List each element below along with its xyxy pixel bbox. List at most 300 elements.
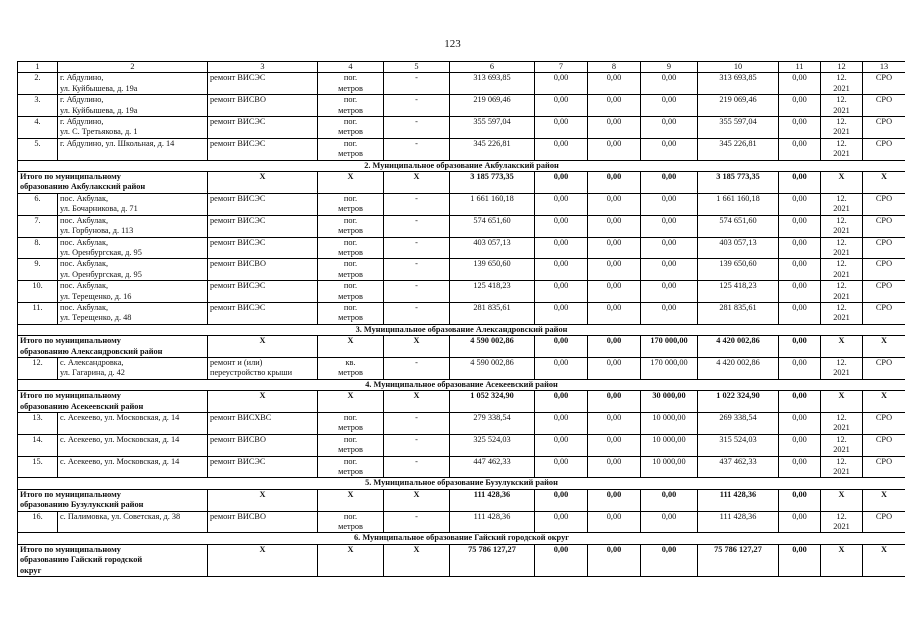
cell-col5: - (384, 237, 450, 259)
cell-col13: СРО (863, 434, 905, 456)
work-type-cell (208, 138, 318, 160)
address-cell-line: ул. Терещенко, д. 48 (60, 313, 132, 323)
cell-col9: 10 000,00 (641, 434, 698, 456)
cell-col10: 345 226,81 (698, 138, 779, 160)
cell-col5: Х (384, 172, 450, 194)
cell-col6: 1 052 324,90 (450, 391, 535, 413)
work-type-cell (208, 73, 318, 95)
deadline-cell-line: 2021 (833, 467, 850, 477)
unit-cell (318, 281, 384, 303)
deadline-cell-line: 2021 (833, 149, 850, 159)
unit-cell (318, 357, 384, 379)
cell-col7: 0,00 (535, 544, 588, 576)
table-row (18, 281, 905, 303)
cell-col11: 0,00 (779, 357, 821, 379)
subtotal-label (18, 172, 208, 194)
cell-col5: - (384, 511, 450, 533)
unit-cell-line: пог. (343, 511, 358, 521)
cell-col9: 170 000,00 (641, 336, 698, 358)
deadline-cell-line: 12. (836, 281, 847, 291)
col-header: 2 (58, 62, 208, 73)
section-header-row (18, 533, 905, 544)
cell-col13: Х (863, 336, 905, 358)
address-cell-line: пос. Акбулак, (60, 302, 109, 312)
section-header-row (18, 324, 905, 335)
cell-col8: 0,00 (588, 172, 641, 194)
deadline-cell-line: 2021 (833, 291, 850, 301)
cell-col10: 1 661 160,18 (698, 193, 779, 215)
cell-col7: 0,00 (535, 73, 588, 95)
subtotal-label-line: Итого по муниципальному (20, 391, 121, 401)
table-row (18, 302, 905, 324)
unit-cell (318, 456, 384, 478)
cell-col9: 10 000,00 (641, 413, 698, 435)
work-type-cell (208, 434, 318, 456)
col-header: 8 (588, 62, 641, 73)
subtotal-row (18, 489, 905, 511)
cell-col3: Х (208, 391, 318, 413)
cell-col4: Х (318, 336, 384, 358)
cell-col7: 0,00 (535, 391, 588, 413)
cell-col10: 574 651,60 (698, 215, 779, 237)
cell-col8: 0,00 (588, 302, 641, 324)
cell-col7: 0,00 (535, 95, 588, 117)
cell-col11: 0,00 (779, 259, 821, 281)
table-row (18, 215, 905, 237)
work-type-cell (208, 117, 318, 139)
cell-col9: 0,00 (641, 73, 698, 95)
address-cell-line: ул. Горбунова, д. 113 (60, 226, 134, 236)
cell-col10: 139 650,60 (698, 259, 779, 281)
cell-col10: 3 185 773,35 (698, 172, 779, 194)
cell-col11: 0,00 (779, 302, 821, 324)
section-title: 5. Муниципальное образование Бузулукский район (18, 478, 905, 489)
unit-cell (318, 73, 384, 95)
unit-cell (318, 302, 384, 324)
unit-cell (318, 259, 384, 281)
col-header: 3 (208, 62, 318, 73)
cell-col8: 0,00 (588, 117, 641, 139)
cell-col5: - (384, 73, 450, 95)
unit-cell-line: пог. (343, 73, 358, 83)
section-title: 6. Муниципальное образование Гайский городской округ (18, 533, 905, 544)
unit-cell-line: кв. (345, 357, 356, 367)
address-cell-line: ул. Куйбышева, д. 19а (60, 83, 138, 93)
cell-col5: Х (384, 489, 450, 511)
subtotal-label-line: округ (20, 565, 42, 575)
cell-col7: 0,00 (535, 193, 588, 215)
cell-col12: Х (821, 489, 863, 511)
cell-col4: Х (318, 544, 384, 576)
cell-col10: 111 428,36 (698, 489, 779, 511)
row-number: 15. (18, 456, 58, 478)
deadline-cell (821, 413, 863, 435)
subtotal-label-line: образованию Асекеевский район (20, 401, 144, 411)
cell-col13: СРО (863, 215, 905, 237)
work-type-cell-line: ремонт ВИСЭС (210, 73, 266, 83)
unit-cell-line: метров (338, 105, 363, 115)
subtotal-label-line: образованию Александровский район (20, 346, 163, 356)
cell-col8: 0,00 (588, 456, 641, 478)
work-type-cell-line: ремонт ВИСВО (210, 511, 266, 521)
subtotal-label (18, 391, 208, 413)
cell-col10: 75 786 127,27 (698, 544, 779, 576)
address-cell-line: ул. Куйбышева, д. 19а (60, 105, 138, 115)
table-row (18, 95, 905, 117)
cell-col11: 0,00 (779, 391, 821, 413)
cell-col9: 0,00 (641, 117, 698, 139)
cell-col10: 437 462,33 (698, 456, 779, 478)
cell-col7: 0,00 (535, 117, 588, 139)
col-header: 7 (535, 62, 588, 73)
section-title: 2. Муниципальное образование Акбулакский район (18, 160, 905, 171)
cell-col8: 0,00 (588, 73, 641, 95)
address-cell (58, 215, 208, 237)
deadline-cell-line: 2021 (833, 127, 850, 137)
cell-col9: 0,00 (641, 259, 698, 281)
cell-col13: СРО (863, 456, 905, 478)
row-number: 4. (18, 117, 58, 139)
unit-cell-line: метров (338, 291, 363, 301)
cell-col5: - (384, 302, 450, 324)
address-cell (58, 95, 208, 117)
cell-col10: 355 597,04 (698, 117, 779, 139)
deadline-cell (821, 302, 863, 324)
cell-col11: 0,00 (779, 138, 821, 160)
unit-cell-line: пог. (343, 302, 358, 312)
cell-col3: Х (208, 489, 318, 511)
deadline-cell-line: 2021 (833, 269, 850, 279)
deadline-cell (821, 456, 863, 478)
col-header: 9 (641, 62, 698, 73)
cost-cell: 279 338,54 (450, 413, 535, 435)
unit-cell (318, 434, 384, 456)
cell-col7: 0,00 (535, 434, 588, 456)
address-cell-line: г. Абдулино, ул. Школьная, д. 14 (60, 138, 175, 148)
deadline-cell (821, 434, 863, 456)
cost-cell: 125 418,23 (450, 281, 535, 303)
cell-col8: 0,00 (588, 434, 641, 456)
unit-cell (318, 215, 384, 237)
address-cell (58, 117, 208, 139)
deadline-cell-line: 12. (836, 237, 847, 247)
cell-col5: - (384, 413, 450, 435)
cell-col9: 0,00 (641, 281, 698, 303)
work-type-cell-line: ремонт ВИСХВС (210, 413, 272, 422)
cell-col6: 3 185 773,35 (450, 172, 535, 194)
section-title: 4. Муниципальное образование Асекеевский район (18, 379, 905, 390)
cell-col13: СРО (863, 193, 905, 215)
cell-col11: 0,00 (779, 336, 821, 358)
deadline-cell (821, 117, 863, 139)
cell-col7: 0,00 (535, 215, 588, 237)
cell-col13: СРО (863, 237, 905, 259)
cell-col5: - (384, 215, 450, 237)
cell-col13: СРО (863, 117, 905, 139)
cell-col10: 4 420 002,86 (698, 357, 779, 379)
unit-cell-line: метров (338, 226, 363, 236)
work-type-cell (208, 357, 318, 379)
cell-col8: 0,00 (588, 138, 641, 160)
col-header: 5 (384, 62, 450, 73)
address-cell (58, 73, 208, 95)
unit-cell (318, 237, 384, 259)
cell-col9: 0,00 (641, 237, 698, 259)
unit-cell-line: пог. (343, 237, 358, 247)
deadline-cell (821, 259, 863, 281)
deadline-cell-line: 2021 (833, 368, 850, 378)
cell-col9: 170 000,00 (641, 357, 698, 379)
subtotal-label-line: образованию Акбулакский район (20, 182, 146, 192)
address-cell (58, 302, 208, 324)
cell-col8: 0,00 (588, 489, 641, 511)
cell-col10: 1 022 324,90 (698, 391, 779, 413)
work-type-cell-line: ремонт ВИСЭС (210, 302, 266, 312)
cell-col13: Х (863, 391, 905, 413)
address-cell-line: с. Палимовка, ул. Советская, д. 38 (60, 511, 181, 521)
cell-col7: 0,00 (535, 336, 588, 358)
cell-col9: 0,00 (641, 215, 698, 237)
cost-cell: 325 524,03 (450, 434, 535, 456)
col-header: 13 (863, 62, 905, 73)
row-number: 6. (18, 193, 58, 215)
page-number: 123 (444, 38, 461, 50)
cell-col9: 0,00 (641, 544, 698, 576)
cell-col8: 0,00 (588, 511, 641, 533)
cell-col5: - (384, 117, 450, 139)
subtotal-row (18, 172, 905, 194)
unit-cell-line: метров (338, 247, 363, 257)
unit-cell-line: пог. (343, 193, 358, 203)
address-cell (58, 413, 208, 435)
cell-col6: 4 590 002,86 (450, 336, 535, 358)
address-cell-line: ул. Оренбургская, д. 95 (60, 269, 142, 279)
work-type-cell (208, 215, 318, 237)
row-number: 14. (18, 434, 58, 456)
row-number: 2. (18, 73, 58, 95)
deadline-cell-line: 12. (836, 215, 847, 225)
col-header: 6 (450, 62, 535, 73)
table-row (18, 456, 905, 478)
address-cell-line: ул. Бочарникова, д. 71 (60, 204, 138, 214)
unit-cell (318, 117, 384, 139)
cell-col8: 0,00 (588, 336, 641, 358)
cost-cell: 139 650,60 (450, 259, 535, 281)
cell-col8: 0,00 (588, 281, 641, 303)
cell-col3: Х (208, 544, 318, 576)
cell-col8: 0,00 (588, 193, 641, 215)
col-header: 4 (318, 62, 384, 73)
work-type-cell-line: переустройство крыши (210, 368, 293, 378)
address-cell-line: с. Асекеево, ул. Московская, д. 14 (60, 413, 180, 422)
cost-cell: 219 069,46 (450, 95, 535, 117)
deadline-cell-line: 2021 (833, 423, 850, 433)
subtotal-label-line: Итого по муниципальному (20, 489, 121, 499)
address-cell-line: ул. Терещенко, д. 16 (60, 291, 132, 301)
cell-col10: 403 057,13 (698, 237, 779, 259)
cell-col7: 0,00 (535, 489, 588, 511)
cell-col11: 0,00 (779, 511, 821, 533)
deadline-cell-line: 2021 (833, 247, 850, 257)
cell-col9: 30 000,00 (641, 391, 698, 413)
address-cell-line: с. Асекеево, ул. Московская, д. 14 (60, 434, 180, 444)
subtotal-row (18, 391, 905, 413)
address-cell-line: ул. С. Третьякова, д. 1 (60, 127, 138, 137)
unit-cell-line: пог. (343, 281, 358, 291)
row-number: 13. (18, 413, 58, 435)
deadline-cell-line: 2021 (833, 204, 850, 214)
unit-cell (318, 95, 384, 117)
cell-col4: Х (318, 489, 384, 511)
cell-col10: 315 524,03 (698, 434, 779, 456)
cell-col7: 0,00 (535, 172, 588, 194)
cell-col7: 0,00 (535, 281, 588, 303)
cell-col8: 0,00 (588, 259, 641, 281)
address-cell-line: пос. Акбулак, (60, 259, 109, 269)
address-cell-line: пос. Акбулак, (60, 193, 109, 203)
cell-col13: Х (863, 172, 905, 194)
table-row (18, 138, 905, 160)
address-cell-line: с. Александровка, (60, 357, 124, 367)
address-cell (58, 357, 208, 379)
col-header: 12 (821, 62, 863, 73)
cell-col8: 0,00 (588, 357, 641, 379)
capital-repair-table (17, 61, 905, 577)
cell-col3: Х (208, 336, 318, 358)
row-number: 3. (18, 95, 58, 117)
cell-col9: 0,00 (641, 172, 698, 194)
cost-cell: 447 462,33 (450, 456, 535, 478)
address-cell-line: пос. Акбулак, (60, 215, 109, 225)
table-row (18, 193, 905, 215)
cell-col12: Х (821, 391, 863, 413)
cell-col11: 0,00 (779, 215, 821, 237)
cell-col5: - (384, 193, 450, 215)
deadline-cell-line: 2021 (833, 522, 850, 532)
cell-col9: 0,00 (641, 138, 698, 160)
cell-col7: 0,00 (535, 237, 588, 259)
cost-cell: 281 835,61 (450, 302, 535, 324)
unit-cell-line: метров (338, 445, 363, 455)
cell-col7: 0,00 (535, 456, 588, 478)
deadline-cell-line: 12. (836, 511, 847, 521)
address-cell (58, 138, 208, 160)
col-header: 1 (18, 62, 58, 73)
cost-cell: 1 661 160,18 (450, 193, 535, 215)
row-number: 8. (18, 237, 58, 259)
cell-col8: 0,00 (588, 237, 641, 259)
deadline-cell-line: 2021 (833, 445, 850, 455)
work-type-cell-line: ремонт ВИСЭС (210, 456, 266, 466)
address-cell (58, 456, 208, 478)
cell-col12: Х (821, 544, 863, 576)
cell-col9: 0,00 (641, 193, 698, 215)
deadline-cell (821, 193, 863, 215)
cell-col10: 269 338,54 (698, 413, 779, 435)
deadline-cell (821, 237, 863, 259)
unit-cell-line: метров (338, 467, 363, 477)
deadline-cell-line: 2021 (833, 83, 850, 93)
cell-col8: 0,00 (588, 413, 641, 435)
table-row (18, 237, 905, 259)
cell-col11: 0,00 (779, 172, 821, 194)
cell-col11: 0,00 (779, 456, 821, 478)
unit-cell-line: метров (338, 204, 363, 214)
cell-col5: Х (384, 391, 450, 413)
work-type-cell (208, 259, 318, 281)
cell-col13: СРО (863, 259, 905, 281)
work-type-cell-line: ремонт ВИСВО (210, 434, 266, 444)
work-type-cell-line: ремонт ВИСВО (210, 259, 266, 269)
cell-col9: 0,00 (641, 95, 698, 117)
unit-cell (318, 413, 384, 435)
address-cell (58, 281, 208, 303)
address-cell-line: ул. Гагарина, д. 42 (60, 368, 125, 378)
unit-cell-line: пог. (343, 413, 358, 422)
cell-col13: Х (863, 489, 905, 511)
row-number: 10. (18, 281, 58, 303)
cell-col8: 0,00 (588, 215, 641, 237)
unit-cell-line: метров (338, 149, 363, 159)
deadline-cell (821, 511, 863, 533)
unit-cell (318, 193, 384, 215)
row-number: 16. (18, 511, 58, 533)
work-type-cell (208, 413, 318, 435)
subtotal-row (18, 544, 905, 576)
cell-col9: 10 000,00 (641, 456, 698, 478)
subtotal-label-line: Итого по муниципальному (20, 544, 121, 554)
cell-col4: Х (318, 172, 384, 194)
unit-cell-line: метров (338, 313, 363, 323)
address-cell (58, 237, 208, 259)
col-header: 11 (779, 62, 821, 73)
address-cell-line: пос. Акбулак, (60, 281, 109, 291)
cell-col10: 111 428,36 (698, 511, 779, 533)
cell-col5: - (384, 259, 450, 281)
cell-col6: 75 786 127,27 (450, 544, 535, 576)
address-cell (58, 434, 208, 456)
address-cell (58, 259, 208, 281)
cell-col7: 0,00 (535, 511, 588, 533)
subtotal-label-line: Итого по муниципальному (20, 336, 121, 346)
column-number-row (18, 62, 905, 73)
cell-col8: 0,00 (588, 391, 641, 413)
cell-col11: 0,00 (779, 489, 821, 511)
unit-cell-line: метров (338, 269, 363, 279)
deadline-cell-line: 12. (836, 117, 847, 127)
cell-col13: СРО (863, 413, 905, 435)
cell-col11: 0,00 (779, 413, 821, 435)
cell-col5: - (384, 138, 450, 160)
deadline-cell (821, 215, 863, 237)
work-type-cell-line: ремонт ВИСЭС (210, 215, 266, 225)
work-type-cell (208, 511, 318, 533)
table-body (18, 73, 905, 577)
cell-col13: СРО (863, 511, 905, 533)
table-row (18, 357, 905, 379)
unit-cell-line: метров (338, 127, 363, 137)
address-cell-line: г. Абдулино, (60, 73, 104, 83)
work-type-cell-line: ремонт ВИСЭС (210, 117, 266, 127)
deadline-cell-line: 12. (836, 193, 847, 203)
cell-col7: 0,00 (535, 302, 588, 324)
address-cell (58, 193, 208, 215)
address-cell-line: ул. Оренбургская, д. 95 (60, 247, 142, 257)
cell-col11: 0,00 (779, 281, 821, 303)
unit-cell-line: пог. (343, 215, 358, 225)
cell-col13: СРО (863, 281, 905, 303)
subtotal-label-line: Итого по муниципальному (20, 172, 121, 182)
